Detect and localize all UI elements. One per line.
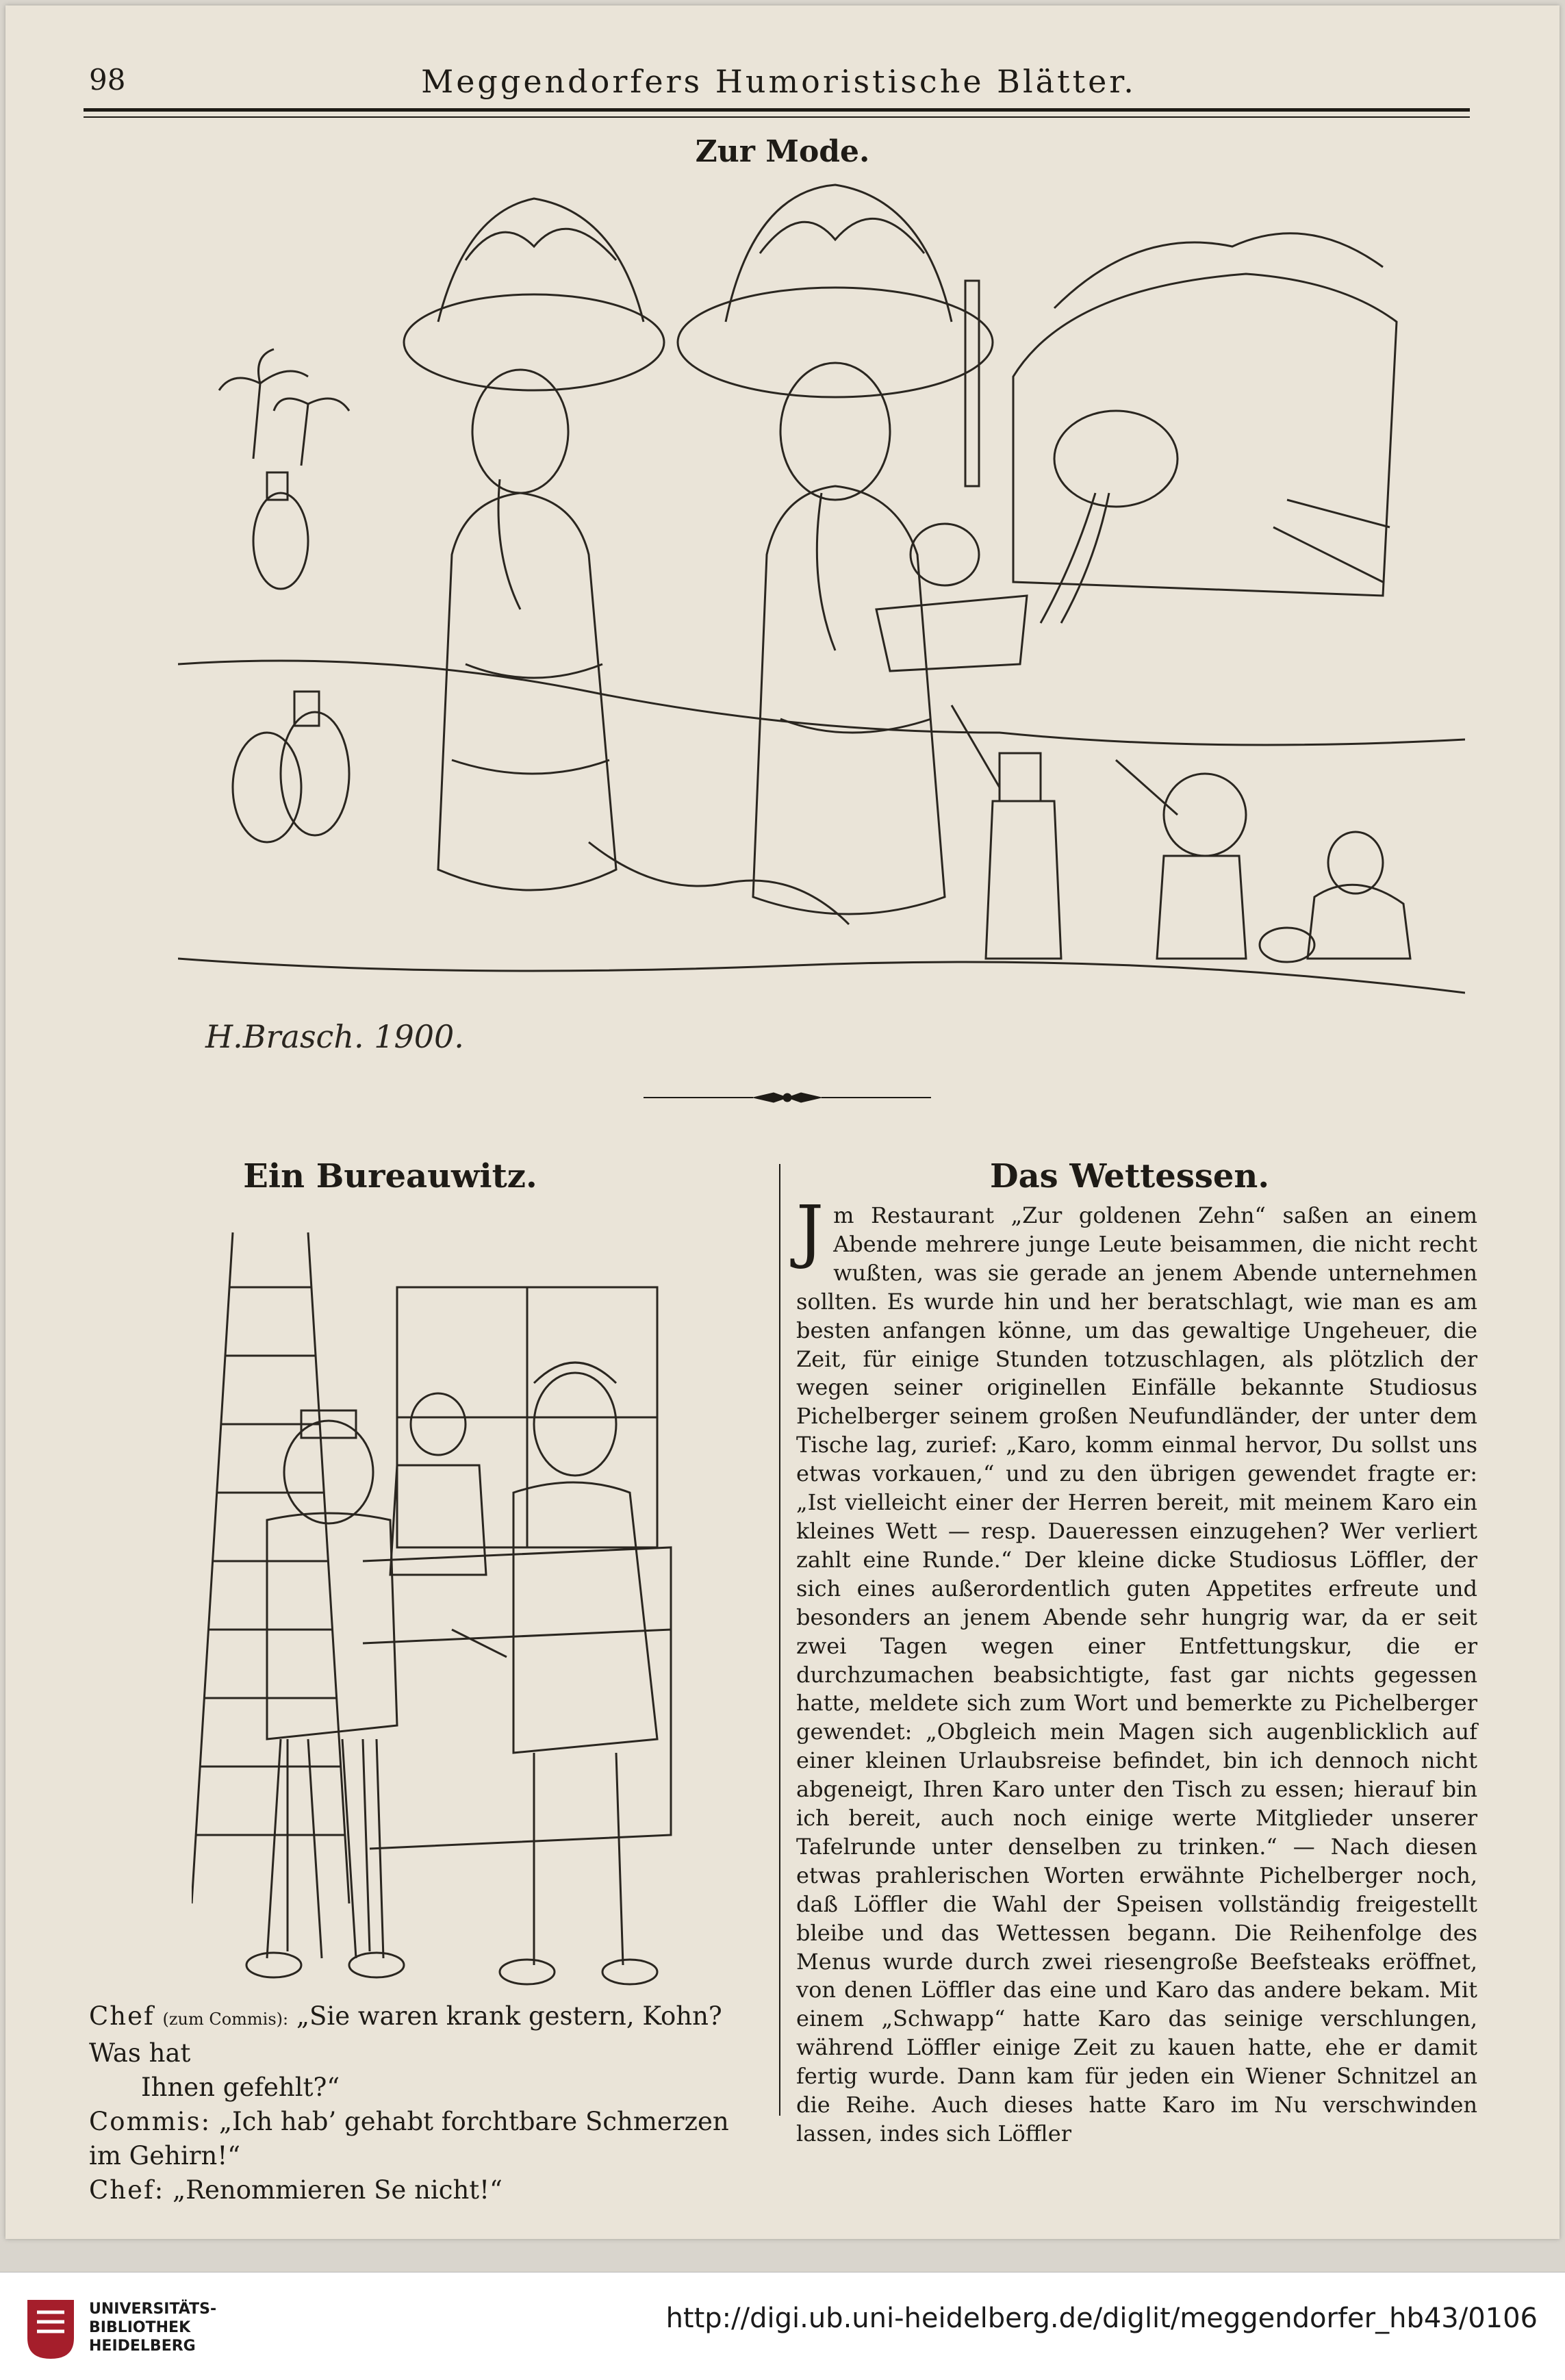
page-header [89, 63, 1468, 104]
caption-line-4 [89, 2173, 767, 2207]
caption-text: „Ich hab’ gehabt forchtbare Schmerzen im Gehirn!“ [89, 2107, 729, 2170]
library-name: UNIVERSITÄTS- BIBLIOTHEK HEIDELBERG [89, 2301, 217, 2355]
office-scene-illustration [192, 1219, 685, 2006]
story-body: m Restaurant „Zur goldenen Zehn“ saßen an einem Abende mehrere junge Leute beisammen, die nicht recht wußten, was sie gerade an jenem Abende unternehmen sollten. Es wurde hin und her beratschlagt, wie man es am besten anfangen könne, um das gewaltige Ungeheuer, die Zeit, für einige Stunden totzuschlagen, als plötzlich der wegen seiner originellen Einfälle bekannte Studiosus Pichelberger seinem großen Neufundländer, der unter dem Tische lag, zurief: „Karo, komm einmal hervor, Du sollst uns etwas vorkauen,“ und zu den übrigen gewendet fragte er: „Ist vielleicht einer der Herren bereit, mit meinem Karo ein kleines Wett — resp. Daueressen einzugehen? Wer verliert zahlt eine Runde.“ Der kleine dicke Studiosus Löffler, der sich eines außerordentlich guten Appetites erfreute und besonders an jenem Abende sehr hungrig war, da er seit zwei Tagen wegen einer Entfettungskur, die er durchzumachen beabsichtigte, fast gar nichts gegessen hatte, meldete sich zum Wort und bemerkte zu Pichelberger gewendet: „Obgleich mein Magen sich augenblicklich auf einer kleinen Urlaubsreise befindet, bin ich dennoch nicht abgeneigt, Ihren Karo unter den Tisch zu essen; hierauf bin ich bereit, auch noch einige werte Mitglieder unserer Tafelrunde unter denselben zu trinken.“ — Nach diesen etwas prahlerischen Worten erwähnte Pichelberger noch, daß Löffler die Wahl der Speisen vollständig freigestellt bleibe und das Wettessen begann. Die Reihenfolge des Menus wurde durch zwei riesengroße Beefsteaks eröffnet, von denen Löffler das eine und Karo das andere bekam. Mit einem „Schwapp“ hatte Karo das seinige verschlungen, während Löffler einige Zeit zu kauen hatte, ehe er damit fertig wurde. Dann kam für jeden ein Wiener Schnitzel an die Reihe. Auch dieses hatte Karo im Nu verschwinden lassen, indes sich Löffler [796, 1202, 1477, 2147]
right-section-title: Das Wettessen. [989, 1157, 1270, 1195]
caption-speaker: Chef: [89, 2175, 165, 2205]
drop-cap: J [796, 1191, 824, 1271]
page-number: 98 [89, 63, 126, 97]
header-rule-thick [84, 108, 1470, 112]
caption-line-3 [89, 2105, 767, 2173]
section-ornament [644, 1087, 931, 1108]
caption-line-1 [89, 1999, 767, 2071]
story-text [796, 1191, 1477, 2149]
illustration-signature: H.Brasch. 1900. [205, 1018, 464, 1055]
header-rule-thin [84, 116, 1470, 118]
cartoon-caption [89, 1999, 767, 2207]
source-url[interactable]: http://digi.ub.uni-heidelberg.de/diglit/meggendorfer_hb43/0106 [665, 2303, 1538, 2334]
running-title: Meggendorfers Humoristische Blätter. [421, 63, 1136, 100]
caption-speaker: Commis: [89, 2107, 212, 2136]
illustration-title: Zur Mode. [695, 134, 870, 169]
library-footer [0, 2272, 1565, 2380]
caption-stage-direction: (zum Commis): [162, 2010, 289, 2029]
left-section-title: Ein Bureauwitz. [243, 1157, 537, 1195]
elephant-fashion-illustration [178, 171, 1465, 1068]
caption-line-2: Ihnen gefehlt?“ [141, 2073, 340, 2102]
caption-text: „Renommieren Se nicht!“ [172, 2175, 502, 2205]
column-divider [779, 1164, 780, 2116]
caption-text: „Sie waren krank gestern, Kohn? Was hat [89, 2001, 722, 2068]
caption-speaker: Chef [89, 2001, 155, 2031]
university-library-logo-icon [27, 2300, 74, 2359]
